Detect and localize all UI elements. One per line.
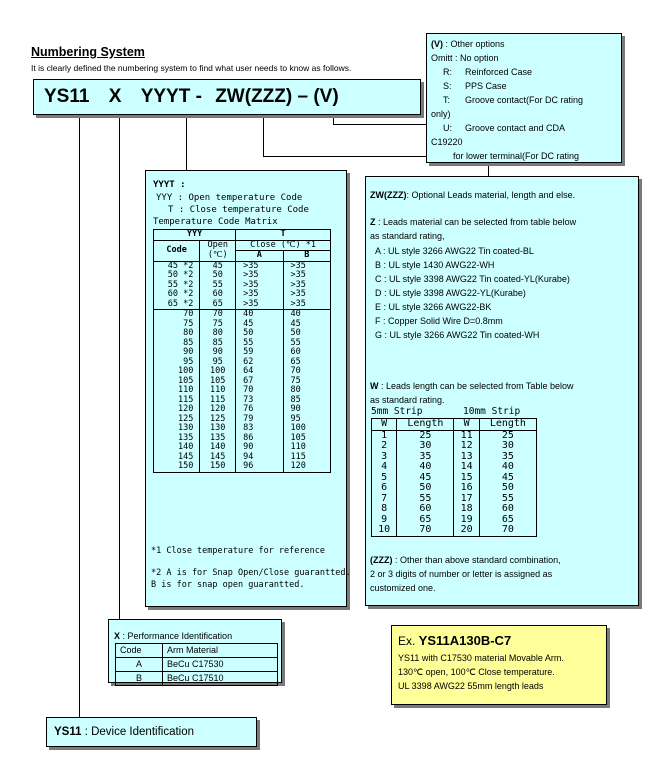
code-cell: 130 [154,424,200,434]
close-b-cell: 60 [283,348,330,358]
performance-box [108,619,282,683]
close-a-cell: >35 [236,290,283,300]
w10-cell: 12 [454,441,479,452]
performance-title-text: : Performance Identification [120,631,233,641]
options-wrap-2: C19220 [431,137,463,147]
close-a-cell: 90 [236,443,283,453]
col-open-header: Open [200,240,236,251]
code-bar [33,79,421,115]
close-a-cell: >35 [236,300,283,310]
code-cell: 110 [154,386,200,396]
code-performance: X [108,86,122,107]
close-b-cell: 80 [283,386,330,396]
close-b-cell: 120 [283,462,330,472]
length5-cell: 55 [397,494,454,505]
length5-cell: 35 [397,452,454,463]
code-leads: ZW(ZZZ) – (V) [215,86,339,107]
open-cell: 75 [200,320,236,330]
code-cell: 120 [154,405,200,415]
close-a-cell: 86 [236,434,283,444]
code-cell: 70 [154,310,200,320]
col-a-header: A [236,251,283,262]
material-item: G : UL style 3266 AWG22 Tin coated-WH [375,330,540,340]
options-value-2: PPS Case [465,81,507,91]
page-description: It is clearly defined the numbering system to find what user needs to know as follows. [31,63,352,73]
close-a-cell: 50 [236,329,283,339]
close-a-cell: >35 [236,271,283,281]
close-a-cell: 64 [236,367,283,377]
close-a-cell: 73 [236,396,283,406]
close-a-cell: 96 [236,462,283,472]
length10-cell: 60 [479,504,536,515]
lead-length-table [371,418,537,537]
w5-cell: 2 [372,441,397,452]
connector-performance-line [119,114,120,619]
close-b-cell: 50 [283,329,330,339]
length5-cell: 25 [397,430,454,441]
w10-cell: 15 [454,473,479,484]
w5-cell: 10 [372,525,397,536]
close-a-cell: 55 [236,339,283,349]
length10-cell: 70 [479,525,536,536]
options-value-1: Reinforced Case [465,67,533,77]
zzz-key: (ZZZ) [370,555,393,565]
w5-cell: 3 [372,452,397,463]
close-a-cell: 62 [236,358,283,368]
options-key-u: U: [443,123,452,133]
code-cell: 45 *2 [154,261,200,271]
col-close-header: Close (℃) *1 [236,240,331,251]
length10-cell: 65 [479,515,536,526]
close-a-cell: 67 [236,377,283,387]
options-key-3: T: [443,95,451,105]
leads-title-key: ZW(ZZZ) [370,190,407,200]
code-cell: 50 *2 [154,271,200,281]
close-b-cell: 95 [283,415,330,425]
w5-cell: 9 [372,515,397,526]
temperature-code-box [145,170,351,607]
close-b-cell: 115 [283,453,330,463]
open-cell: 90 [200,348,236,358]
strip-10mm: 10mm Strip [463,406,521,417]
yyyt-line-2: T : Close temperature Code [168,205,309,215]
note-2b: B is for snap open guarantted. [151,580,305,590]
open-cell: 100 [200,367,236,377]
code-cell: 65 *2 [154,300,200,310]
close-b-cell: 45 [283,320,330,330]
col-arm-label: Arm Material [163,644,278,658]
options-key-1: R: [443,67,452,77]
performance-title-key: X [114,631,121,641]
open-cell: 110 [200,386,236,396]
material-item: C : UL style 3398 AWG22 Tin coated-YL(Kurabe) [375,274,570,284]
col-w-10mm: W [454,419,479,431]
material-item: A : UL style 3266 AWG22 Tin coated-BL [375,246,534,256]
connector-device-line [79,114,80,732]
z-text-2: as standard rating, [370,231,445,241]
code-device: YS11 [44,86,90,107]
example-line-1: YS11 with C17530 material Movable Arm. [398,653,564,663]
open-cell: 130 [200,424,236,434]
w10-cell: 16 [454,483,479,494]
strip-5mm: 5mm Strip [371,406,423,417]
close-b-cell: 90 [283,405,330,415]
code-cell: 60 *2 [154,290,200,300]
w5-cell: 6 [372,483,397,494]
w10-cell: 20 [454,525,479,536]
close-a-cell: 59 [236,348,283,358]
code-cell: 135 [154,434,200,444]
w10-cell: 18 [454,504,479,515]
length10-cell: 30 [479,441,536,452]
options-value-u: Groove contact and CDA [465,123,566,133]
length5-cell: 65 [397,515,454,526]
close-a-cell: 94 [236,453,283,463]
close-b-cell: 110 [283,443,330,453]
w5-cell: 1 [372,430,397,441]
zzz-text-2: 2 or 3 digits of number or letter is assigned as [370,569,553,579]
col-open-unit: (℃) [200,251,236,262]
length5-cell: 40 [397,462,454,473]
options-value-3: Groove contact(For DC rating [465,95,584,105]
w10-cell: 11 [454,430,479,441]
close-b-cell: 105 [283,434,330,444]
zzz-text-3: customized one. [370,583,436,593]
performance-material-b: BeCu C17510 [163,672,278,686]
open-cell: 60 [200,290,236,300]
yyyt-line-1: YYY : Open temperature Code [156,193,303,203]
close-a-cell: >35 [236,281,283,291]
device-box [46,717,257,747]
length10-cell: 35 [479,452,536,463]
zzz-text-1: : Other than above standard combination, [392,555,561,565]
col-b-header: B [283,251,330,262]
open-cell: 115 [200,396,236,406]
col-code-header: Code [154,240,200,261]
material-item: F : Copper Solid Wire D=0.8mm [375,316,503,326]
open-cell: 105 [200,377,236,387]
w5-cell: 4 [372,462,397,473]
code-temperature: YYYT - [140,86,202,107]
example-line-2: 130℃ open, 100℃ Close temperature. [398,667,555,677]
device-text: : Device Identification [81,726,195,738]
open-cell: 120 [200,405,236,415]
w10-cell: 13 [454,452,479,463]
z-text-1: : Leads material can be selected from table below [375,217,577,227]
open-cell: 65 [200,300,236,310]
length10-cell: 25 [479,430,536,441]
length5-cell: 60 [397,504,454,515]
code-cell: 85 [154,339,200,349]
code-cell: 115 [154,396,200,406]
code-cell: 100 [154,367,200,377]
code-cell: 150 [154,462,200,472]
example-box [391,625,607,705]
length5-cell: 30 [397,441,454,452]
material-item: B : UL style 1430 AWG22-WH [375,260,495,270]
code-cell: 80 [154,329,200,339]
length5-cell: 45 [397,473,454,484]
matrix-title: Temperature Code Matrix [153,217,278,227]
w-key: W [370,381,379,391]
group-yyy-header: YYY [154,230,236,241]
note-1: *1 Close temperature for reference [151,546,325,556]
w-text-1: : Leads length can be selected from Table below [378,381,574,391]
code-cell: 90 [154,348,200,358]
temperature-row [154,329,331,339]
example-line-3: UL 3398 AWG22 55mm length leads [398,681,544,691]
open-cell: 80 [200,329,236,339]
length-row [372,441,537,452]
group-t-header: T [236,230,331,241]
performance-material-a: BeCu C17530 [163,658,278,672]
col-length-10mm: Length [479,419,536,431]
close-b-cell: >35 [283,290,330,300]
close-b-cell: >35 [283,271,330,281]
close-b-cell: 100 [283,424,330,434]
page-title: Numbering System [31,45,145,59]
col-w-5mm: W [372,419,397,431]
options-value-0: : No option [455,53,499,63]
length5-cell: 50 [397,483,454,494]
col-length-5mm: Length [397,419,454,431]
close-b-cell: 75 [283,377,330,387]
w-text-2: as standard rating. [370,395,445,405]
close-a-cell: 76 [236,405,283,415]
device-key: YS11 [54,726,82,738]
close-b-cell: >35 [283,300,330,310]
close-a-cell: 83 [236,424,283,434]
open-cell: 70 [200,310,236,320]
close-b-cell: 40 [283,310,330,320]
length-row [372,525,537,536]
code-cell: 145 [154,453,200,463]
close-b-cell: 65 [283,358,330,368]
connector-yyyt-line [186,114,187,170]
length10-cell: 50 [479,483,536,494]
temperature-row [154,300,331,310]
options-wrap-3: for lower terminal(For DC rating [453,151,580,161]
w5-cell: 5 [372,473,397,484]
close-a-cell: 40 [236,310,283,320]
close-b-cell: >35 [283,261,330,271]
connector-options-horizontal [333,124,426,125]
length-row [372,504,537,515]
w10-cell: 17 [454,494,479,505]
temperature-row [154,348,331,358]
note-2a: *2 A is for Snap Open/Close guarantted. [151,568,351,578]
performance-table [115,643,278,686]
open-cell: 135 [200,434,236,444]
options-key-2: S: [443,81,452,91]
options-box [426,33,622,163]
code-cell: 125 [154,415,200,425]
material-item: D : UL style 3398 AWG22-YL(Kurabe) [375,288,526,298]
open-cell: 50 [200,271,236,281]
open-cell: 45 [200,261,236,271]
temperature-row [154,310,331,320]
length10-cell: 45 [479,473,536,484]
options-key-0: Omitt [431,53,453,63]
temperature-row [154,320,331,330]
length10-cell: 40 [479,462,536,473]
performance-code-b: B [116,672,163,686]
close-a-cell: >35 [236,261,283,271]
example-prefix: Ex. [398,634,419,648]
temperature-row [154,462,331,472]
temperature-code-table [153,229,331,473]
close-b-cell: 55 [283,339,330,349]
open-cell: 150 [200,462,236,472]
length-row [372,462,537,473]
code-cell: 95 [154,358,200,368]
code-cell: 55 *2 [154,281,200,291]
length-row [372,483,537,494]
close-b-cell: 70 [283,367,330,377]
options-wrap-1: only) [431,109,451,119]
leads-title-text: : Optional Leads material, length and else. [406,190,576,200]
length10-cell: 55 [479,494,536,505]
material-item: E : UL style 3266 AWG22-BK [375,302,492,312]
open-cell: 85 [200,339,236,349]
w10-cell: 19 [454,515,479,526]
w5-cell: 8 [372,504,397,515]
z-key: Z [370,217,376,227]
code-cell: 105 [154,377,200,387]
options-title-text: : Other options [443,39,505,49]
col-code-label: Code [116,644,163,658]
code-cell: 75 [154,320,200,330]
options-title-key: (V) [431,39,443,49]
yyyt-title: YYYT : [153,180,186,190]
materials-list [375,244,570,342]
open-cell: 55 [200,281,236,291]
close-a-cell: 70 [236,386,283,396]
close-b-cell: 85 [283,396,330,406]
open-cell: 95 [200,358,236,368]
code-cell: 140 [154,443,200,453]
w10-cell: 14 [454,462,479,473]
connector-leads-vertical [263,114,264,156]
example-code: YS11A130B-C7 [418,633,512,648]
close-a-cell: 79 [236,415,283,425]
open-cell: 145 [200,453,236,463]
open-cell: 125 [200,415,236,425]
close-b-cell: >35 [283,281,330,291]
open-cell: 140 [200,443,236,453]
leads-box [365,176,639,606]
close-a-cell: 45 [236,320,283,330]
performance-code-a: A [116,658,163,672]
temperature-row [154,339,331,349]
w5-cell: 7 [372,494,397,505]
length5-cell: 70 [397,525,454,536]
